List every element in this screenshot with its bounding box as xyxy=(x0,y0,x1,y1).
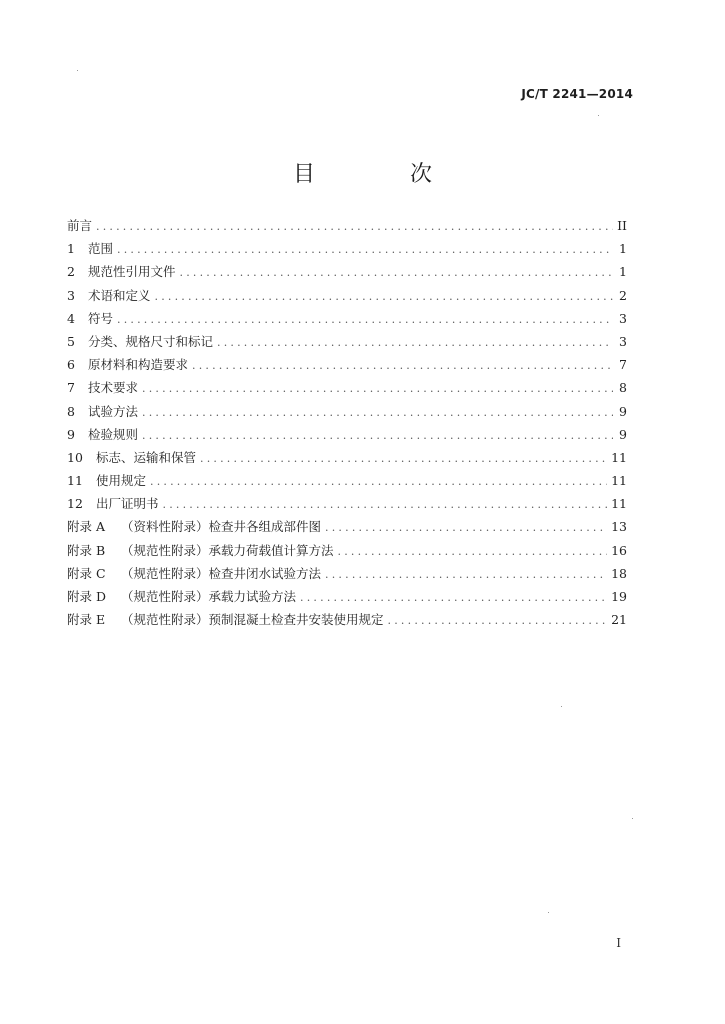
toc-entry-9[interactable] xyxy=(67,423,627,446)
toc-entry-label: 分类、规格尺寸和标记 xyxy=(88,333,214,349)
dot-leader xyxy=(180,261,613,284)
toc-entry-number: 6 xyxy=(67,357,75,373)
scan-speck xyxy=(548,912,549,913)
toc-entry-annex-e[interactable] xyxy=(67,608,627,631)
toc-entry-page: II xyxy=(617,218,627,233)
dot-leader xyxy=(155,285,613,308)
toc-entry-page: 11 xyxy=(611,449,627,465)
toc-entry-page: 19 xyxy=(611,589,627,604)
toc-annex-category: （规范性附录） xyxy=(121,612,209,628)
toc-entry-page: 3 xyxy=(619,310,627,326)
page-number: I xyxy=(616,936,621,950)
dot-leader xyxy=(117,308,613,331)
toc-entry-page: 21 xyxy=(611,612,627,628)
toc-annex-category: （资料性附录） xyxy=(121,519,209,535)
toc-entry-number: 3 xyxy=(67,287,75,303)
dot-leader xyxy=(300,586,607,609)
toc-entry-12[interactable] xyxy=(67,492,627,515)
dot-leader xyxy=(163,493,608,516)
toc-annex-category: （规范性附录） xyxy=(121,589,209,604)
toc-entry-label: 使用规定 xyxy=(96,473,147,489)
toc-entry-number: 8 xyxy=(67,403,75,419)
toc-entry-page: 1 xyxy=(619,264,627,280)
toc-entry-7[interactable] xyxy=(67,376,627,399)
toc-entry-annex-a[interactable] xyxy=(67,515,627,538)
dot-leader xyxy=(338,540,608,563)
scan-speck xyxy=(561,706,562,707)
toc-entry-annex-b[interactable] xyxy=(67,539,627,562)
toc-entry-page: 8 xyxy=(619,380,627,396)
toc-entry-page: 3 xyxy=(619,333,627,349)
toc-entry-page: 9 xyxy=(619,426,627,442)
toc-entry-number: 5 xyxy=(67,333,75,349)
toc-entry-number: 9 xyxy=(67,426,75,442)
toc-entry-page: 18 xyxy=(611,565,627,581)
dot-leader xyxy=(150,470,607,493)
toc-title: 目 次 xyxy=(293,162,476,187)
toc-entry-3[interactable] xyxy=(67,284,627,307)
table-of-contents xyxy=(67,214,627,631)
toc-entry-number: 7 xyxy=(67,380,75,396)
toc-entry-label: 前言 xyxy=(67,218,93,233)
dot-leader xyxy=(142,424,613,447)
toc-entry-label: 出厂证明书 xyxy=(96,496,159,512)
dot-leader xyxy=(388,609,608,632)
toc-annex-number: 附录 C xyxy=(67,565,106,581)
toc-entry-label: 技术要求 xyxy=(88,380,139,396)
toc-entry-4[interactable] xyxy=(67,307,627,330)
toc-entry-label: 检查井各组成部件图 xyxy=(208,519,322,535)
toc-entry-label: 术语和定义 xyxy=(88,287,151,303)
toc-entry-label: 承载力试验方法 xyxy=(208,589,297,604)
toc-entry-page: 7 xyxy=(619,357,627,373)
toc-entry-annex-c[interactable] xyxy=(67,562,627,585)
dot-leader xyxy=(200,447,607,470)
toc-entry-number: 4 xyxy=(67,310,75,326)
toc-entry-label: 标志、运输和保管 xyxy=(96,449,197,465)
toc-entry-foreword[interactable] xyxy=(67,214,627,237)
toc-annex-number: 附录 A xyxy=(67,519,106,535)
dot-leader xyxy=(142,401,613,424)
toc-entry-number: 1 xyxy=(67,241,75,257)
toc-entry-number: 2 xyxy=(67,264,75,280)
toc-entry-10[interactable] xyxy=(67,446,627,469)
toc-entry-label: 范围 xyxy=(88,241,114,257)
dot-leader xyxy=(117,238,613,261)
toc-entry-label: 承载力荷载值计算方法 xyxy=(208,542,334,558)
toc-entry-label: 检查井闭水试验方法 xyxy=(208,565,322,581)
toc-entry-label: 试验方法 xyxy=(88,403,139,419)
toc-entry-page: 11 xyxy=(611,496,627,512)
toc-entry-11[interactable] xyxy=(67,469,627,492)
standard-code: JC/T 2241—2014 xyxy=(521,87,633,101)
toc-entry-number: 10 xyxy=(67,449,83,465)
toc-entry-2[interactable] xyxy=(67,260,627,283)
toc-entry-annex-d[interactable] xyxy=(67,585,627,608)
toc-entry-label: 规范性引用文件 xyxy=(88,264,176,280)
dot-leader xyxy=(96,215,613,238)
toc-entry-page: 11 xyxy=(611,473,627,489)
toc-entry-label: 符号 xyxy=(88,310,114,326)
toc-entry-5[interactable] xyxy=(67,330,627,353)
toc-annex-category: （规范性附录） xyxy=(121,565,209,581)
toc-entry-label: 原材料和构造要求 xyxy=(88,357,189,373)
toc-entry-8[interactable] xyxy=(67,400,627,423)
scan-speck xyxy=(632,818,633,819)
toc-entry-page: 13 xyxy=(611,519,627,535)
toc-entry-1[interactable] xyxy=(67,237,627,260)
toc-entry-page: 1 xyxy=(619,241,627,257)
toc-annex-category: （规范性附录） xyxy=(121,542,209,558)
toc-annex-number: 附录 B xyxy=(67,542,106,558)
dot-leader xyxy=(142,377,613,400)
toc-entry-page: 2 xyxy=(619,287,627,303)
toc-entry-page: 16 xyxy=(611,542,627,558)
dot-leader xyxy=(325,563,607,586)
dot-leader xyxy=(325,516,607,539)
toc-entry-number: 12 xyxy=(67,496,83,512)
scan-speck xyxy=(77,70,78,71)
toc-entry-label: 检验规则 xyxy=(88,426,139,442)
toc-entry-label: 预制混凝土检查井安装使用规定 xyxy=(208,612,384,628)
toc-entry-number: 11 xyxy=(67,473,83,489)
toc-entry-6[interactable] xyxy=(67,353,627,376)
toc-entry-page: 9 xyxy=(619,403,627,419)
toc-annex-number: 附录 D xyxy=(67,589,106,604)
dot-leader xyxy=(217,331,613,354)
scan-speck xyxy=(598,115,599,116)
dot-leader xyxy=(192,354,613,377)
toc-annex-number: 附录 E xyxy=(67,612,106,628)
